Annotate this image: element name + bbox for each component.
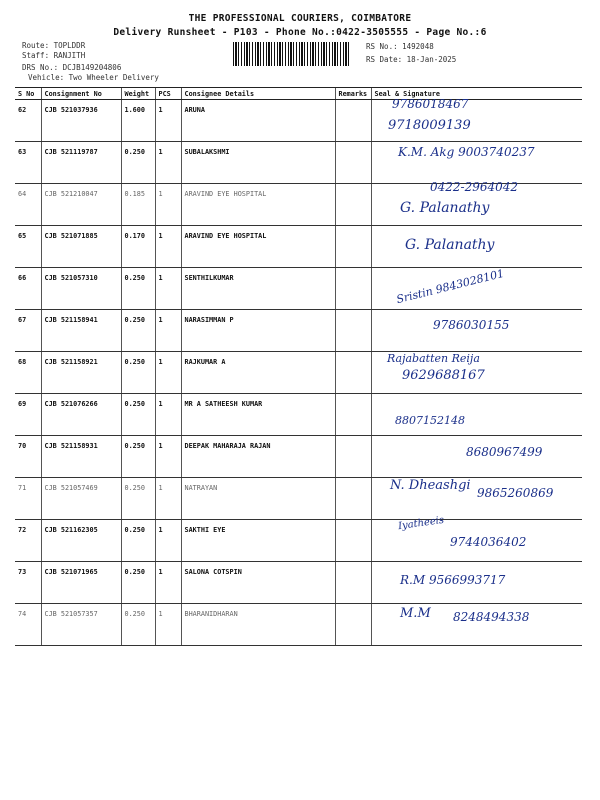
consignee-cell: NARASIMMAN P [181, 310, 335, 352]
signature: G. Palanathy [405, 237, 495, 253]
remarks-cell [335, 436, 371, 478]
consignment-number-cell: CJB 521037936 [41, 100, 121, 142]
signature-phone: 8807152148 [395, 414, 465, 427]
pieces-cell: 1 [155, 352, 181, 394]
serial-number-cell: 70 [15, 436, 41, 478]
remarks-cell [335, 352, 371, 394]
consignee-cell: RAJKUMAR A [181, 352, 335, 394]
signature: Iyatheeis [397, 514, 445, 533]
serial-number-cell: 63 [15, 142, 41, 184]
serial-number-cell: 73 [15, 562, 41, 604]
vehicle-label: Vehicle: Two Wheeler Delivery [28, 73, 159, 82]
weight-cell: 0.170 [121, 226, 155, 268]
consignment-number-cell: CJB 521057357 [41, 604, 121, 646]
serial-number-cell: 71 [15, 478, 41, 520]
signature-phone: 8248494338 [453, 610, 530, 624]
rs-number: RS No.: 1492048 [366, 42, 434, 51]
weight-cell: 0.250 [121, 562, 155, 604]
runsheet-table [15, 87, 582, 646]
consignee-cell: SALONA COTSPIN [181, 562, 335, 604]
table-row [15, 100, 582, 142]
pieces-cell: 1 [155, 436, 181, 478]
document-title: THE PROFESSIONAL COURIERS, COIMBATORE [188, 13, 412, 24]
weight-cell: 0.250 [121, 268, 155, 310]
weight-cell: 0.250 [121, 520, 155, 562]
serial-number-cell: 64 [15, 184, 41, 226]
consignee-cell: NATRAYAN [181, 478, 335, 520]
remarks-cell [335, 604, 371, 646]
pieces-cell: 1 [155, 562, 181, 604]
consignee-cell: DEEPAK MAHARAJA RAJAN [181, 436, 335, 478]
serial-number-cell: 65 [15, 226, 41, 268]
consignment-number-cell: CJB 521057469 [41, 478, 121, 520]
pieces-cell: 1 [155, 184, 181, 226]
serial-number-cell: 66 [15, 268, 41, 310]
remarks-cell [335, 142, 371, 184]
staff-label: Staff: RANJITH [22, 51, 86, 60]
signature-phone: 9744036402 [450, 535, 527, 549]
remarks-cell [335, 226, 371, 268]
remarks-cell [335, 184, 371, 226]
pieces-cell: 1 [155, 268, 181, 310]
remarks-cell [335, 100, 371, 142]
remarks-cell [335, 310, 371, 352]
weight-cell: 0.185 [121, 184, 155, 226]
table-row [15, 226, 582, 268]
signature: N. Dheashgi [390, 478, 471, 493]
signature-phone: 9786018467 [392, 97, 469, 111]
pieces-cell: 1 [155, 394, 181, 436]
pieces-cell: 1 [155, 100, 181, 142]
column-header: Consignment No [41, 88, 121, 100]
route-label: Route: TOPLDDR [22, 41, 86, 50]
consignee-cell: ARUNA [181, 100, 335, 142]
document-subtitle: Delivery Runsheet - P103 - Phone No.:0422-3505555 - Page No.:6 [113, 27, 487, 38]
weight-cell: 0.250 [121, 352, 155, 394]
drs-number: DRS No.: DCJB149204806 [22, 63, 122, 72]
serial-number-cell: 72 [15, 520, 41, 562]
consignment-number-cell: CJB 521158941 [41, 310, 121, 352]
consignment-number-cell: CJB 521162305 [41, 520, 121, 562]
consignment-number-cell: CJB 521210047 [41, 184, 121, 226]
signature-phone: 9786030155 [433, 318, 510, 332]
serial-number-cell: 62 [15, 100, 41, 142]
weight-cell: 0.250 [121, 604, 155, 646]
pieces-cell: 1 [155, 142, 181, 184]
consignee-cell: MR A SATHEESH KUMAR [181, 394, 335, 436]
serial-number-cell: 69 [15, 394, 41, 436]
signature-phone: 8680967499 [466, 445, 543, 459]
signature: M.M [400, 606, 431, 621]
signature: Sristin 9843028101 [395, 266, 506, 307]
consignee-cell: BHARANIDHARAN [181, 604, 335, 646]
serial-number-cell: 74 [15, 604, 41, 646]
rs-date: RS Date: 18-Jan-2025 [366, 55, 457, 64]
table-row [15, 394, 582, 436]
table-header-row [15, 88, 582, 100]
pieces-cell: 1 [155, 478, 181, 520]
consignment-number-cell: CJB 521076266 [41, 394, 121, 436]
remarks-cell [335, 478, 371, 520]
consignee-cell: SUBALAKSHMI [181, 142, 335, 184]
column-header: PCS [155, 88, 181, 100]
signature: R.M 9566993717 [400, 573, 506, 587]
signature-phone: 9718009139 [388, 118, 471, 133]
column-header: Remarks [335, 88, 371, 100]
column-header: Seal & Signature [371, 88, 582, 100]
consignee-cell: ARAVIND EYE HOSPITAL [181, 226, 335, 268]
table-row [15, 352, 582, 394]
remarks-cell [335, 562, 371, 604]
signature: Rajabatten Reija [387, 352, 480, 365]
serial-number-cell: 67 [15, 310, 41, 352]
remarks-cell [335, 520, 371, 562]
weight-cell: 0.250 [121, 394, 155, 436]
consignee-cell: SAKTHI EYE [181, 520, 335, 562]
signature-phone: 9629688167 [402, 368, 485, 383]
column-header: S No [15, 88, 41, 100]
weight-cell: 0.250 [121, 478, 155, 520]
serial-number-cell: 68 [15, 352, 41, 394]
weight-cell: 0.250 [121, 310, 155, 352]
column-header: Consignee Details [181, 88, 335, 100]
column-header: Weight [121, 88, 155, 100]
remarks-cell [335, 268, 371, 310]
consignment-number-cell: CJB 521071885 [41, 226, 121, 268]
pieces-cell: 1 [155, 604, 181, 646]
pieces-cell: 1 [155, 310, 181, 352]
consignee-cell: ARAVIND EYE HOSPITAL [181, 184, 335, 226]
remarks-cell [335, 394, 371, 436]
weight-cell: 0.250 [121, 436, 155, 478]
pieces-cell: 1 [155, 520, 181, 562]
weight-cell: 1.600 [121, 100, 155, 142]
pieces-cell: 1 [155, 226, 181, 268]
consignment-number-cell: CJB 521119787 [41, 142, 121, 184]
consignment-number-cell: CJB 521071965 [41, 562, 121, 604]
signature-phone: 9865260869 [477, 486, 554, 500]
consignment-number-cell: CJB 521158931 [41, 436, 121, 478]
signature-phone: 0422-2964042 [430, 180, 519, 194]
signature: G. Palanathy [400, 200, 490, 216]
consignment-number-cell: CJB 521057310 [41, 268, 121, 310]
signature: K.M. Akg 9003740237 [398, 145, 535, 159]
consignment-number-cell: CJB 521158921 [41, 352, 121, 394]
weight-cell: 0.250 [121, 142, 155, 184]
consignee-cell: SENTHILKUMAR [181, 268, 335, 310]
barcode-image [233, 42, 351, 66]
